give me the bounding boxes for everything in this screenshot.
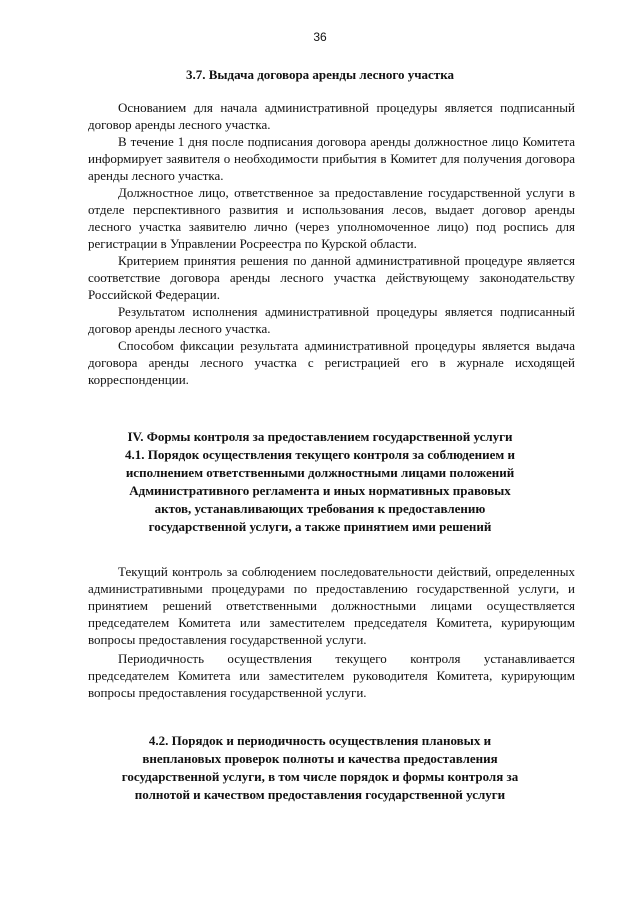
heading-line: 4.1. Порядок осуществления текущего контроля за соблюдением и — [125, 447, 515, 462]
heading-line: IV. Формы контроля за предоставлением государственной услуги — [127, 429, 513, 444]
paragraph: Способом фиксации результата административной процедуры является выдача договора аренды лесного участка с регистрацией его в журнале исходящей корреспонденции. — [88, 338, 575, 387]
paragraph: Периодичность осуществления текущего контроля устанавливается председателем Комитета или заместителем руководителя Комитета, курирующим вопросы предоставления государственной услуги. — [88, 651, 575, 700]
heading-line: полнотой и качеством предоставления государственной услуги — [134, 787, 506, 802]
heading-line: внеплановых проверок полноты и качества предоставления — [142, 751, 498, 766]
paragraph: Текущий контроль за соблюдением последовательности действий, определенных административными процедурами по предоставлению государственной услуги, и принятием решений ответственными должностными лицами осуществляется председателем Комитета или заместителем председателя Комитета, курирующим вопросы предоставления государственной услуги. — [88, 564, 575, 647]
heading-line: исполнением ответственными должностными лицами положений — [125, 465, 515, 480]
paragraph: В течение 1 дня после подписания договора аренды должностное лицо Комитета информирует заявителя о необходимости прибытия в Комитет для получения договора аренды лесного участка. — [88, 134, 575, 183]
heading-line: государственной услуги, в том числе порядок и формы контроля за — [121, 769, 519, 784]
section-3-7-body — [88, 99, 575, 388]
heading-line: Административного регламента и иных нормативных правовых — [129, 483, 511, 498]
heading-line: государственной услуги, а также принятием ими решений — [148, 519, 492, 534]
paragraph: Основанием для начала административной процедуры является подписанный договор аренды лесного участка. — [88, 100, 575, 132]
section-3-7-title: 3.7. Выдача договора аренды лесного участка — [185, 67, 454, 82]
paragraph: Результатом исполнения административной процедуры является подписанный договор аренды лесного участка. — [88, 304, 575, 336]
paragraph: Должностное лицо, ответственное за предоставление государственной услуги в отделе перспективного развития и использования лесов, выдает договор аренды лесного участка заявителю лично (через уполномоченное лицо) под роспись для регистрации в Управлении Росреестра по Курской области. — [88, 185, 575, 251]
section-iv-heading — [60, 428, 580, 536]
section-iv-body — [88, 563, 575, 701]
heading-line: актов, устанавливающих требования к предоставлению — [154, 501, 486, 516]
page-number: 36 — [313, 30, 327, 44]
section-4-2-heading — [60, 732, 580, 804]
heading-line: 4.2. Порядок и периодичность осуществления плановых и — [148, 733, 492, 748]
paragraph: Критерием принятия решения по данной административной процедуре является соответствие договора аренды лесного участка действующему законодательству Российской Федерации. — [88, 253, 575, 302]
